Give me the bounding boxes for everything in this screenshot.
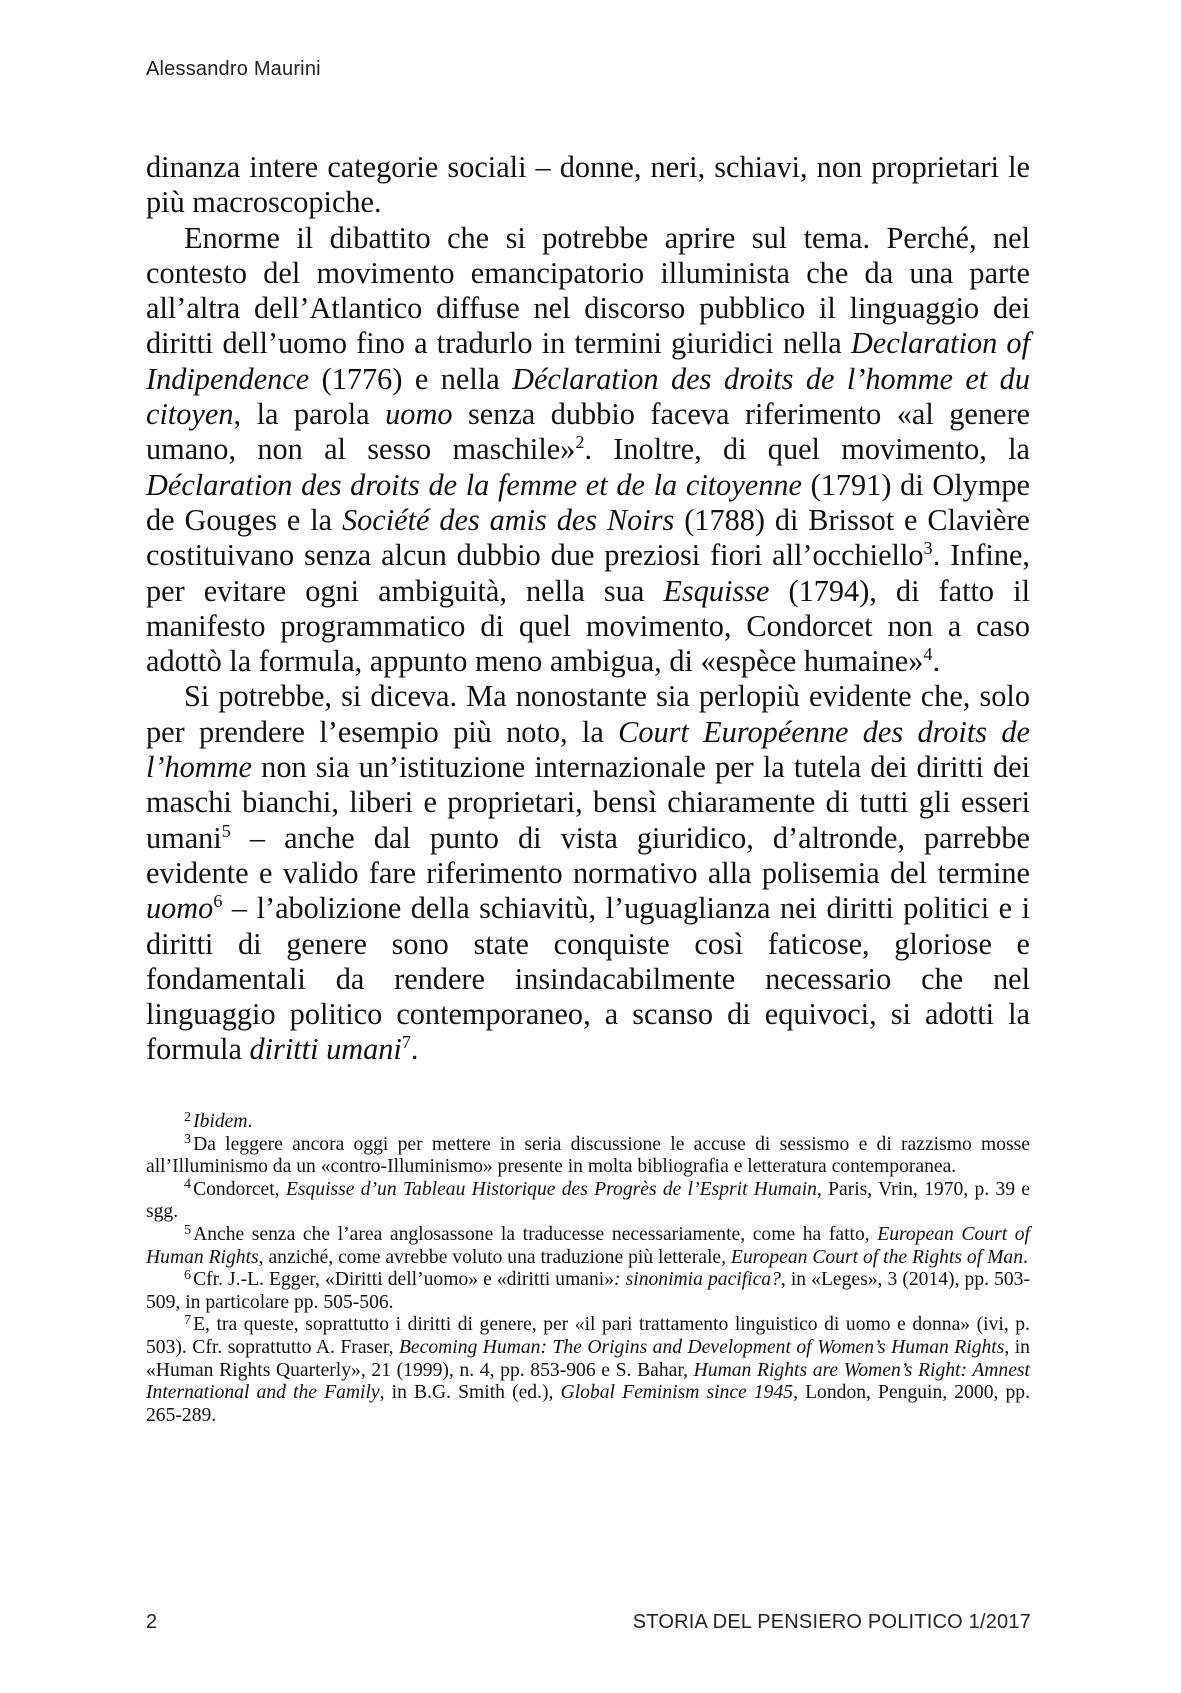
paragraph-text: – anche dal punto di vista giuridico, d’altronde, parrebbe evidente e valido fare riferimento normativo alla polisemia del termine: [146, 820, 1030, 890]
italic-title: Déclaration des droits de l’homme et du citoyen: [146, 361, 1030, 432]
footnote-text: , Paris, Vrin, 1970, p. 39 e sgg.: [146, 1178, 1030, 1223]
footnote-ref: 3: [923, 538, 933, 559]
paragraph-2: [146, 221, 1030, 680]
paragraph-text: (1776) e nella: [309, 361, 513, 396]
paragraph-text: .: [410, 1032, 419, 1067]
footnote-ref: 6: [213, 891, 223, 912]
paragraph-text: Si potrebbe, si diceva. Ma nonostante sia perlopiù evidente che, solo per prendere l’esempio più noto, la: [146, 679, 1030, 749]
footnote-text: Da leggere ancora oggi per mettere in seria discussione le accuse di sessismo e di razzismo mosse all’Illuminismo da un «contro-Illuminismo» presente in molta bibliografia e letteratura contemporanea.: [146, 1133, 1030, 1178]
footnote-italic: : sinonimia pacifica?: [614, 1269, 781, 1291]
footnote-italic: Human Rights are Women’s Right: Amnest International and the Family: [146, 1359, 1030, 1404]
italic-title: Esquisse: [663, 573, 770, 608]
footnote-number: 7: [184, 1312, 192, 1328]
paragraph-text: senza dubbio faceva riferimento «al genere umano, non al sesso maschile»: [146, 397, 1030, 467]
running-head-author: Alessandro Maurini: [146, 58, 321, 80]
footnote-text: Anche senza che l’area anglosassone la traducesse necessariamente, come ha fatto,: [193, 1223, 878, 1245]
footnote-5: [146, 1221, 1030, 1269]
paragraph-text: Enorme il dibattito che si potrebbe aprire sul tema. Perché, nel contesto del movimento emancipatorio illuminista che da una parte all’altra dell’Atlantico diffuse nel discorso pubblico il linguaggio dei diritti dell’uomo fino a tradurlo in termini giuridici nella: [146, 220, 1030, 361]
footnote-3: [146, 1131, 1030, 1179]
italic-title: Société des amis des Noirs: [341, 502, 675, 537]
paragraph-text: . Inoltre, di quel movimento, la: [584, 432, 1031, 467]
footnote-ref: 5: [221, 820, 231, 841]
footnote-6: [146, 1266, 1031, 1314]
paragraph-text: (1794), di fatto il manifesto programmatico di quel movimento, Condorcet non a caso adottò la formula, appunto meno ambigua, di «espèce humaine»: [146, 573, 1030, 679]
footnote-7: [146, 1314, 1030, 1427]
italic-title: Court Européenne des droits de l’homme: [146, 714, 1030, 785]
footnote-ref: 4: [923, 644, 933, 665]
paragraph-text: (1791) di Olympe de Gouges e la: [146, 467, 1030, 537]
footnote-text: , in «Human Rights Quarterly», 21 (1999), n. 4, pp. 853-906 e S. Bahar,: [146, 1336, 1030, 1381]
footnote-text: , anziché, come avrebbe voluto una traduzione più letterale,: [258, 1246, 731, 1268]
footnote-2: [146, 1108, 1030, 1134]
italic-title: Declaration of Indipendence: [146, 326, 1030, 396]
italic-term: uomo: [146, 891, 214, 926]
footnotes: [146, 1108, 1031, 1427]
footnote-text: , London, Penguin, 2000, pp. 265-289.: [146, 1382, 1030, 1426]
paragraph-text: , la parola: [233, 397, 386, 432]
paragraph-text: non sia un’istituzione internazionale per la tutela dei diritti dei maschi bianchi, liberi e proprietari, bensì chiaramente di tutti gli esseri umani: [146, 750, 1030, 855]
footnote-text: .: [1023, 1246, 1028, 1268]
paragraph-text: . Infine, per evitare ogni ambiguità, nella sua: [146, 538, 1031, 608]
footnote-italic: Esquisse d’un Tableau Historique des Progrès de l’Esprit Humain: [285, 1178, 817, 1200]
footnote-number: 2: [184, 1108, 192, 1125]
italic-term: uomo: [385, 397, 453, 432]
page-number: 2: [146, 1611, 158, 1633]
italic-title: Déclaration des droits de la femme et de la citoyenne: [146, 467, 802, 502]
footnote-italic: European Court of the Rights of Man: [730, 1246, 1023, 1268]
footnote-number: 3: [184, 1131, 192, 1148]
footnote-text: Cfr. J.-L. Egger, «Diritti dell’uomo» e «diritti umani»: [193, 1269, 615, 1291]
footnote-text: , in «Leges», 3 (2014), pp. 503-509, in particolare pp. 505-506.: [146, 1269, 1031, 1313]
journal-running-foot: STORIA DEL PENSIERO POLITICO 1/2017: [632, 1611, 1031, 1633]
paragraph-text: – l’abolizione della schiavitù, l’uguaglianza nei diritti politici e i diritti di genere sono state conquiste così faticose, gloriose e fondamentali da rendere insindacabilmente necessario che nel linguaggio politico contemporaneo, a scanso di equivoci, si adotti la formula: [146, 891, 1030, 1067]
footnote-4: [146, 1176, 1030, 1224]
paragraph-text: dinanza intere categorie sociali – donne, neri, schiavi, non proprietari le più macroscopiche.: [146, 150, 1030, 220]
paragraph-text: (1788) di Brissot e Clavière costituivano senza alcun dubbio due preziosi fiori all’occhiello: [146, 502, 1030, 573]
footnote-italic: Ibidem: [193, 1111, 248, 1132]
paragraph-text: .: [932, 644, 941, 679]
paragraph-3: [146, 679, 1030, 1067]
footnote-text: .: [247, 1111, 253, 1132]
footnote-italic: European Court of Human Rights: [146, 1223, 1030, 1268]
footnote-text: E, tra queste, soprattutto i diritti di genere, per «il pari trattamento linguistico di uomo e donna» (ivi, p. 503). Cfr. soprattutto A. Fraser,: [146, 1314, 1030, 1358]
footnote-ref: 7: [401, 1032, 411, 1053]
footnote-text: , in B.G. Smith (ed.),: [379, 1382, 561, 1404]
footnote-ref: 2: [575, 432, 585, 453]
footnote-number: 6: [184, 1266, 192, 1283]
italic-term: diritti umani: [249, 1032, 402, 1067]
body-text: [146, 150, 1030, 1068]
paragraph-1: [146, 150, 1030, 221]
footnote-number: 4: [184, 1176, 192, 1193]
footnote-italic: Global Feminism since 1945: [560, 1382, 794, 1404]
footnote-italic: Becoming Human: The Origins and Development of Women’s Human Rights: [398, 1336, 1005, 1358]
footnote-number: 5: [184, 1221, 192, 1238]
footnote-text: Condorcet,: [193, 1178, 286, 1200]
